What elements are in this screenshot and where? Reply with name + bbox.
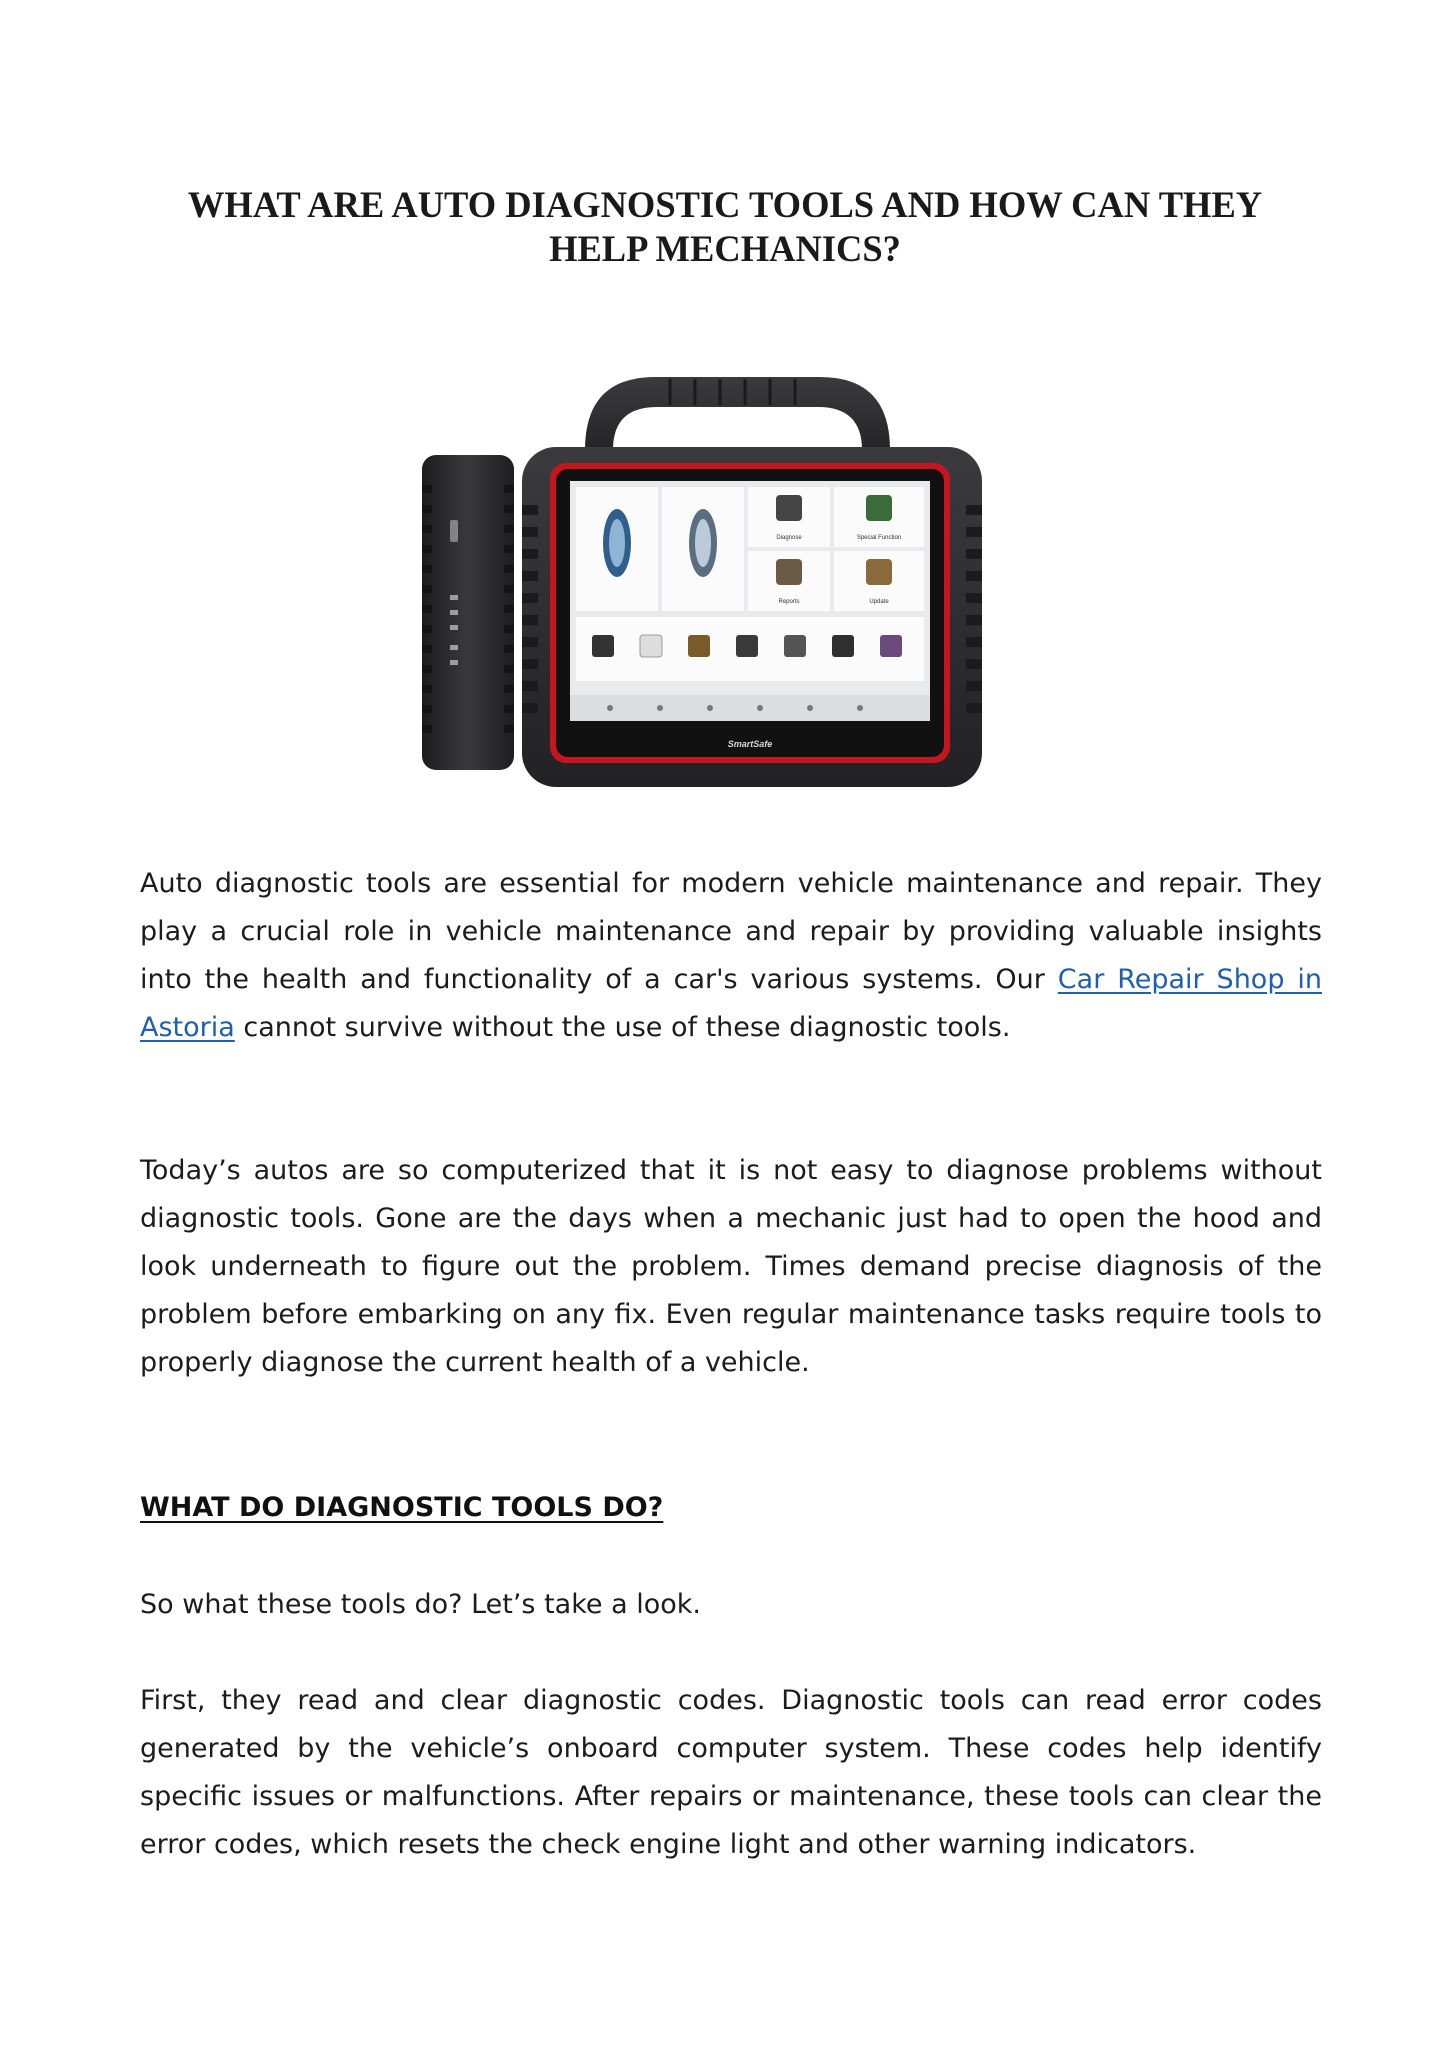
page-title xyxy=(140,183,1310,271)
title-line-1: WHAT ARE AUTO DIAGNOSTIC TOOLS AND HOW CAN THEY xyxy=(187,184,1263,225)
paragraph-intro-text-a: Auto diagnostic tools are essential for modern vehicle maintenance and repair. They play a crucial role in vehicle maintenance and repair by providing valuable insights into the health and functionality of a car's various systems. Our xyxy=(140,868,1322,995)
paragraph-intro-text-b: cannot survive without the use of these diagnostic tools. xyxy=(234,1012,1011,1043)
app-label-special-function: Special Function xyxy=(856,535,902,541)
title-line-2: HELP MECHANICS? xyxy=(549,228,901,269)
app-label-diagnose: Diagnose xyxy=(776,535,802,541)
paragraph-read-clear-codes: First, they read and clear diagnostic codes. Diagnostic tools can read error codes generated by the vehicle’s onboard computer system. These codes help identify specific issues or malfunctions. After repairs or maintenance, these tools can clear the error codes, which resets the check engine light and other warning indicators. xyxy=(140,1685,1322,1860)
diagnostic-tablet xyxy=(522,377,982,787)
paragraph-intro xyxy=(140,860,1322,1052)
paragraph-computerized-autos: Today’s autos are so computerized that it is not easy to diagnose problems without diagnostic tools. Gone are the days when a mechanic just had to open the hood and look underneath to figure out the problem. Times demand precise diagnosis of the problem before embarking on any fix. Even regular maintenance tasks require tools to properly diagnose the current health of a vehicle. xyxy=(140,1155,1322,1378)
device-brand-label: SmartSafe xyxy=(727,739,773,749)
app-label-update: Update xyxy=(869,599,889,605)
section-heading: WHAT DO DIAGNOSTIC TOOLS DO? xyxy=(140,1492,664,1523)
diagnostic-tool-image xyxy=(410,355,1030,795)
car-repair-shop-link[interactable]: Car Repair Shop in Astoria xyxy=(140,964,1322,1043)
vci-dongle xyxy=(422,455,514,770)
app-label-reports: Reports xyxy=(778,599,800,605)
paragraph-lets-take-a-look: So what these tools do? Let’s take a look. xyxy=(140,1589,701,1620)
